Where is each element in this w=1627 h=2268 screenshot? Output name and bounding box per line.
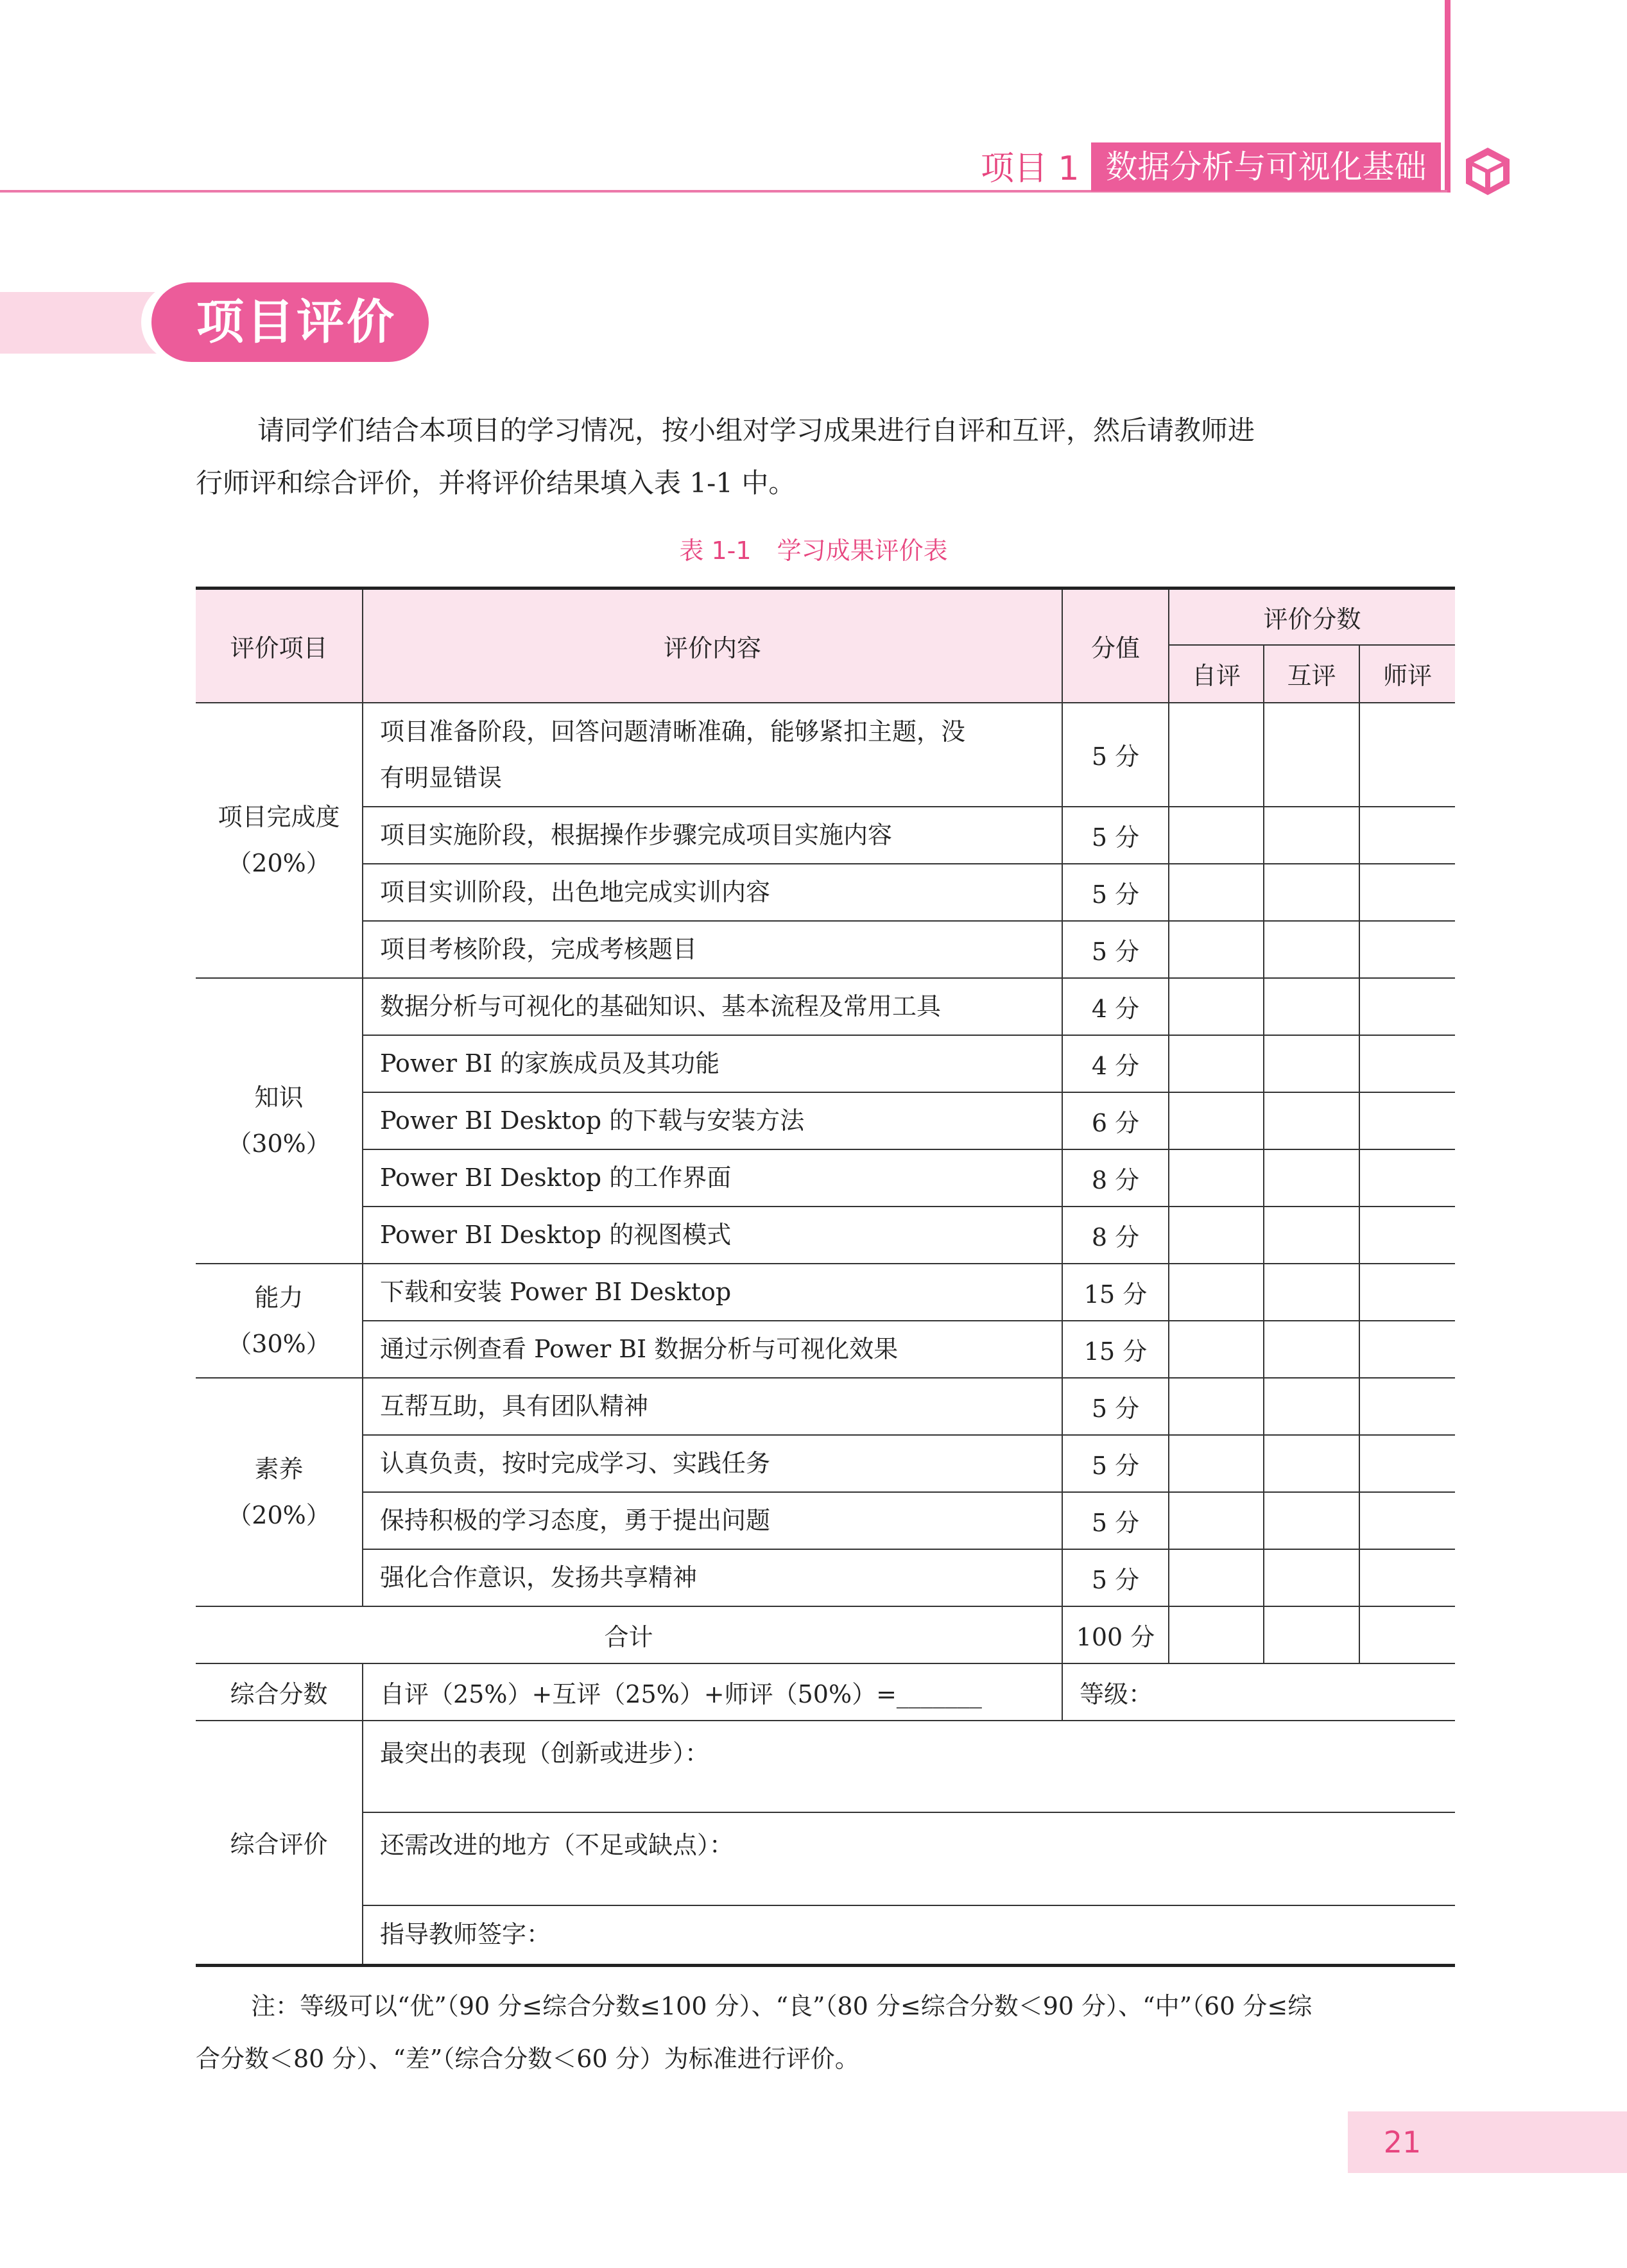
peer-score-cell[interactable] [1264, 807, 1359, 864]
table-row [196, 1435, 1455, 1492]
group-cell-literacy [196, 1378, 363, 1606]
header-score: 分值 [1062, 588, 1169, 703]
teacher-score-cell[interactable] [1359, 1435, 1455, 1492]
composite-score-row [196, 1663, 1455, 1721]
table-row [196, 864, 1455, 921]
table-row [196, 807, 1455, 864]
table-row [196, 978, 1455, 1035]
self-score-cell[interactable] [1169, 1378, 1264, 1435]
total-score: 100 分 [1062, 1606, 1169, 1663]
peer-score-cell[interactable] [1264, 703, 1359, 807]
peer-score-cell[interactable] [1264, 1035, 1359, 1092]
self-score-cell[interactable] [1169, 1092, 1264, 1149]
self-score-cell[interactable] [1169, 703, 1264, 807]
composite-score-label: 综合分数 [196, 1663, 363, 1721]
table-caption-number: 表 1-1 [679, 537, 752, 565]
table-caption-title: 学习成果评价表 [777, 537, 948, 565]
item-score: 15 分 [1062, 1264, 1169, 1321]
table-row [196, 1378, 1455, 1435]
teacher-score-cell[interactable] [1359, 1378, 1455, 1435]
item-score: 8 分 [1062, 1149, 1169, 1207]
self-score-cell[interactable] [1169, 1435, 1264, 1492]
self-score-cell[interactable] [1169, 978, 1264, 1035]
header-project-title: 数据分析与可视化基础 [1091, 142, 1441, 191]
teacher-score-cell[interactable] [1359, 864, 1455, 921]
self-score-cell[interactable] [1169, 1492, 1264, 1549]
peer-score-cell[interactable] [1264, 864, 1359, 921]
item-content-line: 项目准备阶段，回答问题清晰准确，能够紧扣主题，没 [380, 717, 966, 746]
self-score-cell[interactable] [1169, 1207, 1264, 1264]
teacher-total-cell[interactable] [1359, 1606, 1455, 1663]
peer-score-cell[interactable] [1264, 1435, 1359, 1492]
improvement-field[interactable]: 还需改进的地方（不足或缺点）： [363, 1813, 1455, 1906]
peer-score-cell[interactable] [1264, 1207, 1359, 1264]
table-caption [0, 531, 1627, 570]
self-total-cell[interactable] [1169, 1606, 1264, 1663]
item-content: 项目实施阶段，根据操作步骤完成项目实施内容 [363, 807, 1062, 864]
table-row [196, 1149, 1455, 1207]
header-self: 自评 [1169, 645, 1264, 703]
item-content-line: 有明显错误 [380, 763, 503, 792]
item-content: Power BI Desktop 的视图模式 [363, 1207, 1062, 1264]
grade-field[interactable]: 等级： [1062, 1663, 1455, 1721]
table-row [196, 1092, 1455, 1149]
peer-total-cell[interactable] [1264, 1606, 1359, 1663]
item-content: Power BI Desktop 的下载与安装方法 [363, 1092, 1062, 1149]
table-row [196, 703, 1455, 807]
header-peer: 互评 [1264, 645, 1359, 703]
teacher-score-cell[interactable] [1359, 1092, 1455, 1149]
self-score-cell[interactable] [1169, 807, 1264, 864]
self-score-cell[interactable] [1169, 1035, 1264, 1092]
intro-line-1: 请同学们结合本项目的学习情况，按小组对学习成果进行自评和互评，然后请教师进 [257, 415, 1255, 446]
item-score: 4 分 [1062, 978, 1169, 1035]
item-score: 6 分 [1062, 1092, 1169, 1149]
item-content: 通过示例查看 Power BI 数据分析与可视化效果 [363, 1321, 1062, 1378]
item-content: 项目考核阶段，完成考核题目 [363, 921, 1062, 978]
self-score-cell[interactable] [1169, 1149, 1264, 1207]
item-content: 强化合作意识，发扬共享精神 [363, 1549, 1062, 1606]
total-row [196, 1606, 1455, 1663]
table-row [196, 1207, 1455, 1264]
group-weight: （30%） [227, 1130, 331, 1158]
item-content: 认真负责，按时完成学习、实践任务 [363, 1435, 1062, 1492]
item-score: 5 分 [1062, 864, 1169, 921]
item-score: 8 分 [1062, 1207, 1169, 1264]
teacher-score-cell[interactable] [1359, 807, 1455, 864]
header-project-label: 项目 1 [981, 150, 1080, 188]
peer-score-cell[interactable] [1264, 1549, 1359, 1606]
item-score: 5 分 [1062, 1378, 1169, 1435]
teacher-score-cell[interactable] [1359, 1149, 1455, 1207]
peer-score-cell[interactable] [1264, 1492, 1359, 1549]
cube-icon [1461, 144, 1515, 198]
header-teacher: 师评 [1359, 645, 1455, 703]
intro-paragraph [196, 404, 1457, 510]
item-score: 5 分 [1062, 921, 1169, 978]
comprehensive-label: 综合评价 [196, 1721, 363, 1966]
table-row [196, 1321, 1455, 1378]
evaluation-table [196, 587, 1455, 1967]
teacher-score-cell[interactable] [1359, 1492, 1455, 1549]
self-score-cell[interactable] [1169, 1549, 1264, 1606]
page-number: 21 [1383, 2125, 1422, 2160]
teacher-score-cell[interactable] [1359, 921, 1455, 978]
group-name: 项目完成度 [218, 803, 340, 831]
section-title: 项目评价 [196, 295, 397, 350]
group-name: 素养 [254, 1454, 304, 1483]
intro-line-2: 行师评和综合评价，并将评价结果填入表 1-1 中。 [196, 467, 796, 499]
item-content: 保持积极的学习态度，勇于提出问题 [363, 1492, 1062, 1549]
peer-score-cell[interactable] [1264, 1378, 1359, 1435]
teacher-score-cell[interactable] [1359, 1549, 1455, 1606]
peer-score-cell[interactable] [1264, 1092, 1359, 1149]
group-weight: （30%） [227, 1329, 331, 1358]
group-name: 能力 [254, 1283, 304, 1312]
item-score: 5 分 [1062, 1435, 1169, 1492]
table-row [196, 1549, 1455, 1606]
group-cell-ability [196, 1264, 363, 1378]
group-name: 知识 [254, 1083, 304, 1112]
item-score: 5 分 [1062, 807, 1169, 864]
group-weight: （20%） [227, 849, 331, 877]
table-row [196, 921, 1455, 978]
self-score-cell[interactable] [1169, 1264, 1264, 1321]
group-cell-completion [196, 703, 363, 978]
composite-score-formula[interactable]: 自评（25%）+互评（25%）+师评（50%）=_______ [363, 1663, 1062, 1721]
teacher-score-cell[interactable] [1359, 1207, 1455, 1264]
item-content: 数据分析与可视化的基础知识、基本流程及常用工具 [363, 978, 1062, 1035]
item-score: 5 分 [1062, 1549, 1169, 1606]
item-content [363, 703, 1062, 807]
teacher-score-cell[interactable] [1359, 978, 1455, 1035]
peer-score-cell[interactable] [1264, 1321, 1359, 1378]
teacher-score-cell[interactable] [1359, 1264, 1455, 1321]
teacher-signature-field[interactable]: 指导教师签字： [380, 1920, 551, 1948]
grading-note [196, 1980, 1457, 2085]
teacher-score-cell[interactable] [1359, 703, 1455, 807]
group-cell-knowledge [196, 978, 363, 1264]
self-score-cell[interactable] [1169, 921, 1264, 978]
section-banner [151, 282, 429, 362]
peer-score-cell[interactable] [1264, 1264, 1359, 1321]
teacher-score-cell[interactable] [1359, 1035, 1455, 1092]
header-category: 评价项目 [196, 588, 363, 703]
note-line-1: 注：等级可以“优”（90 分≤综合分数≤100 分）、“良”（80 分≤综合分数＜90 分）、“中”（60 分≤综 [251, 1992, 1313, 2020]
item-content: Power BI 的家族成员及其功能 [363, 1035, 1062, 1092]
item-content: 项目实训阶段，出色地完成实训内容 [363, 864, 1062, 921]
teacher-score-cell[interactable] [1359, 1321, 1455, 1378]
peer-score-cell[interactable] [1264, 921, 1359, 978]
table-row [196, 1264, 1455, 1321]
header-vertical-rule [1445, 0, 1451, 193]
item-content: Power BI Desktop 的工作界面 [363, 1149, 1062, 1207]
item-score: 5 分 [1062, 1492, 1169, 1549]
self-score-cell[interactable] [1169, 864, 1264, 921]
table-row [196, 1492, 1455, 1549]
comprehensive-row [196, 1721, 1455, 1966]
note-line-2: 合分数＜80 分）、“差”（综合分数＜60 分）为标准进行评价。 [196, 2045, 859, 2073]
group-weight: （20%） [227, 1500, 331, 1529]
header-content: 评价内容 [363, 588, 1062, 703]
table-row [196, 1035, 1455, 1092]
item-score: 15 分 [1062, 1321, 1169, 1378]
best-performance-field[interactable]: 最突出的表现（创新或进步）： [363, 1721, 1455, 1813]
self-score-cell[interactable] [1169, 1321, 1264, 1378]
peer-score-cell[interactable] [1264, 1149, 1359, 1207]
item-score: 4 分 [1062, 1035, 1169, 1092]
peer-score-cell[interactable] [1264, 978, 1359, 1035]
header-eval-group: 评价分数 [1169, 588, 1455, 645]
item-content: 下载和安装 Power BI Desktop [363, 1264, 1062, 1321]
item-content: 互帮互助，具有团队精神 [363, 1378, 1062, 1435]
total-label: 合计 [196, 1606, 1062, 1663]
item-score: 5 分 [1062, 703, 1169, 807]
